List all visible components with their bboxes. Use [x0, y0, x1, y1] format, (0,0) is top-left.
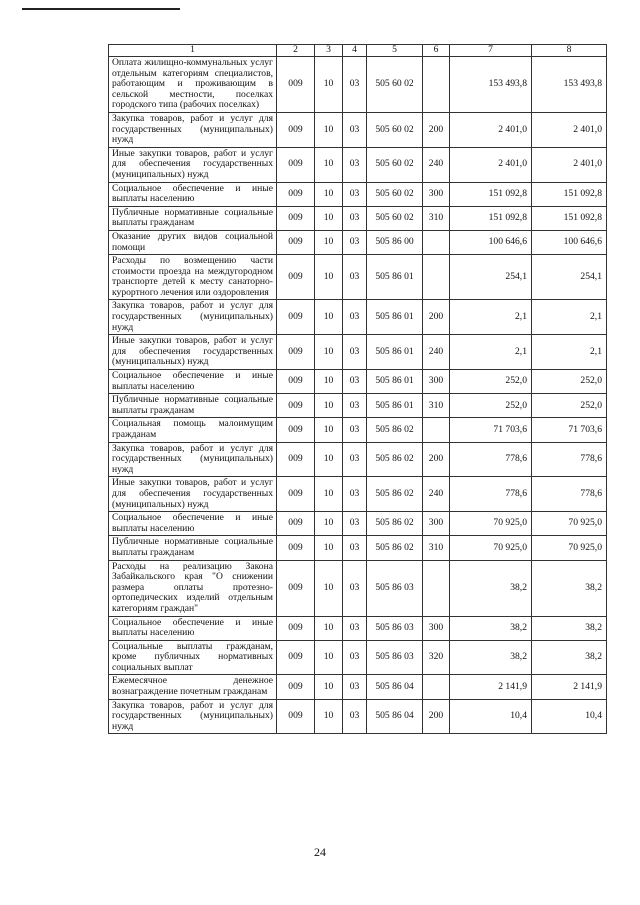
cell-amount-col8: 10,4 — [532, 699, 607, 734]
cell-description: Социальное обеспечение и иные выплаты населению — [109, 616, 277, 640]
cell-amount-col7: 153 493,8 — [450, 57, 532, 113]
cell-admin-code: 009 — [277, 230, 315, 254]
cell-section: 10 — [315, 57, 343, 113]
cell-description: Социальные выплаты гражданам, кроме публичных нормативных социальных выплат — [109, 640, 277, 675]
cell-expense-type: 200 — [423, 699, 450, 734]
cell-description: Расходы по возмещению части стоимости проезда на междугородном транспорте детей к месту санаторно-курортного лечения или оздоровления — [109, 255, 277, 300]
cell-admin-code: 009 — [277, 300, 315, 335]
cell-target-article: 505 86 03 — [367, 640, 423, 675]
cell-amount-col8: 2 141,9 — [532, 675, 607, 699]
table-row — [109, 112, 607, 147]
cell-target-article: 505 86 02 — [367, 536, 423, 560]
cell-target-article: 505 60 02 — [367, 182, 423, 206]
cell-section: 10 — [315, 536, 343, 560]
cell-description: Публичные нормативные социальные выплаты гражданам — [109, 536, 277, 560]
cell-expense-type — [423, 560, 450, 616]
cell-amount-col8: 2 401,0 — [532, 147, 607, 182]
cell-description: Иные закупки товаров, работ и услуг для обеспечения государственных (муниципальных) нужд — [109, 477, 277, 512]
cell-section: 10 — [315, 477, 343, 512]
cell-section: 10 — [315, 640, 343, 675]
cell-amount-col8: 70 925,0 — [532, 512, 607, 536]
header-cell: 7 — [450, 45, 532, 57]
cell-admin-code: 009 — [277, 370, 315, 394]
cell-section: 10 — [315, 206, 343, 230]
table-row — [109, 477, 607, 512]
cell-target-article: 505 86 01 — [367, 255, 423, 300]
cell-section: 10 — [315, 442, 343, 477]
cell-target-article: 505 60 02 — [367, 206, 423, 230]
cell-amount-col8: 38,2 — [532, 560, 607, 616]
cell-admin-code: 009 — [277, 477, 315, 512]
cell-admin-code: 009 — [277, 616, 315, 640]
cell-amount-col7: 38,2 — [450, 560, 532, 616]
cell-section: 10 — [315, 255, 343, 300]
table-row — [109, 147, 607, 182]
cell-section: 10 — [315, 560, 343, 616]
cell-target-article: 505 86 02 — [367, 418, 423, 442]
cell-amount-col8: 38,2 — [532, 616, 607, 640]
header-cell: 3 — [315, 45, 343, 57]
cell-description: Публичные нормативные социальные выплаты гражданам — [109, 394, 277, 418]
cell-subsection: 03 — [343, 182, 367, 206]
cell-expense-type: 300 — [423, 182, 450, 206]
cell-subsection: 03 — [343, 206, 367, 230]
cell-expense-type — [423, 675, 450, 699]
cell-subsection: 03 — [343, 300, 367, 335]
cell-expense-type: 310 — [423, 536, 450, 560]
cell-amount-col8: 38,2 — [532, 640, 607, 675]
cell-amount-col8: 254,1 — [532, 255, 607, 300]
cell-target-article: 505 86 01 — [367, 300, 423, 335]
cell-admin-code: 009 — [277, 675, 315, 699]
cell-amount-col7: 2,1 — [450, 300, 532, 335]
cell-expense-type: 310 — [423, 206, 450, 230]
cell-target-article: 505 86 04 — [367, 675, 423, 699]
cell-expense-type — [423, 57, 450, 113]
cell-amount-col7: 2 141,9 — [450, 675, 532, 699]
header-cell: 8 — [532, 45, 607, 57]
header-row — [109, 45, 607, 57]
cell-amount-col7: 2 401,0 — [450, 112, 532, 147]
cell-amount-col8: 2,1 — [532, 335, 607, 370]
table-row — [109, 560, 607, 616]
cell-expense-type: 200 — [423, 112, 450, 147]
cell-section: 10 — [315, 394, 343, 418]
cell-expense-type: 300 — [423, 616, 450, 640]
table-row — [109, 230, 607, 254]
cell-subsection: 03 — [343, 536, 367, 560]
cell-admin-code: 009 — [277, 442, 315, 477]
cell-section: 10 — [315, 418, 343, 442]
cell-target-article: 505 86 03 — [367, 616, 423, 640]
cell-amount-col7: 70 925,0 — [450, 536, 532, 560]
cell-amount-col8: 2 401,0 — [532, 112, 607, 147]
cell-description: Закупка товаров, работ и услуг для государственных (муниципальных) нужд — [109, 112, 277, 147]
cell-admin-code: 009 — [277, 418, 315, 442]
cell-description: Закупка товаров, работ и услуг для государственных (муниципальных) нужд — [109, 699, 277, 734]
cell-target-article: 505 86 01 — [367, 370, 423, 394]
cell-amount-col7: 151 092,8 — [450, 206, 532, 230]
cell-expense-type: 200 — [423, 300, 450, 335]
cell-expense-type — [423, 255, 450, 300]
cell-amount-col8: 252,0 — [532, 370, 607, 394]
cell-subsection: 03 — [343, 442, 367, 477]
cell-admin-code: 009 — [277, 182, 315, 206]
cell-amount-col7: 151 092,8 — [450, 182, 532, 206]
cell-subsection: 03 — [343, 255, 367, 300]
cell-expense-type: 300 — [423, 370, 450, 394]
cell-subsection: 03 — [343, 418, 367, 442]
cell-target-article: 505 86 00 — [367, 230, 423, 254]
cell-target-article: 505 60 02 — [367, 147, 423, 182]
table-row — [109, 699, 607, 734]
cell-description: Социальная помощь малоимущим гражданам — [109, 418, 277, 442]
cell-description: Оказание других видов социальной помощи — [109, 230, 277, 254]
cell-target-article: 505 60 02 — [367, 112, 423, 147]
cell-amount-col7: 10,4 — [450, 699, 532, 734]
cell-description: Закупка товаров, работ и услуг для государственных (муниципальных) нужд — [109, 300, 277, 335]
top-rule — [22, 8, 180, 10]
cell-subsection: 03 — [343, 57, 367, 113]
cell-amount-col7: 100 646,6 — [450, 230, 532, 254]
cell-expense-type: 240 — [423, 477, 450, 512]
cell-description: Социальное обеспечение и иные выплаты населению — [109, 512, 277, 536]
cell-amount-col8: 151 092,8 — [532, 182, 607, 206]
table-row — [109, 675, 607, 699]
cell-amount-col7: 38,2 — [450, 616, 532, 640]
table-row — [109, 394, 607, 418]
cell-admin-code: 009 — [277, 57, 315, 113]
table-row — [109, 206, 607, 230]
cell-amount-col8: 2,1 — [532, 300, 607, 335]
cell-subsection: 03 — [343, 699, 367, 734]
page-number: 24 — [314, 845, 326, 859]
cell-section: 10 — [315, 512, 343, 536]
cell-section: 10 — [315, 675, 343, 699]
cell-subsection: 03 — [343, 616, 367, 640]
cell-description: Публичные нормативные социальные выплаты гражданам — [109, 206, 277, 230]
cell-section: 10 — [315, 370, 343, 394]
cell-target-article: 505 86 04 — [367, 699, 423, 734]
cell-subsection: 03 — [343, 112, 367, 147]
cell-amount-col8: 252,0 — [532, 394, 607, 418]
cell-amount-col8: 70 925,0 — [532, 536, 607, 560]
cell-amount-col7: 254,1 — [450, 255, 532, 300]
table-row — [109, 418, 607, 442]
cell-amount-col7: 2 401,0 — [450, 147, 532, 182]
header-cell: 5 — [367, 45, 423, 57]
cell-admin-code: 009 — [277, 147, 315, 182]
cell-description: Иные закупки товаров, работ и услуг для обеспечения государственных (муниципальных) нужд — [109, 335, 277, 370]
cell-amount-col7: 71 703,6 — [450, 418, 532, 442]
cell-amount-col8: 100 646,6 — [532, 230, 607, 254]
cell-subsection: 03 — [343, 147, 367, 182]
table-row — [109, 370, 607, 394]
cell-admin-code: 009 — [277, 536, 315, 560]
cell-admin-code: 009 — [277, 699, 315, 734]
cell-amount-col7: 38,2 — [450, 640, 532, 675]
cell-section: 10 — [315, 699, 343, 734]
cell-subsection: 03 — [343, 230, 367, 254]
cell-expense-type: 200 — [423, 442, 450, 477]
cell-description: Закупка товаров, работ и услуг для государственных (муниципальных) нужд — [109, 442, 277, 477]
cell-admin-code: 009 — [277, 512, 315, 536]
cell-amount-col8: 778,6 — [532, 442, 607, 477]
header-cell: 2 — [277, 45, 315, 57]
cell-subsection: 03 — [343, 512, 367, 536]
cell-subsection: 03 — [343, 560, 367, 616]
table-row — [109, 255, 607, 300]
cell-section: 10 — [315, 112, 343, 147]
cell-subsection: 03 — [343, 640, 367, 675]
cell-amount-col8: 778,6 — [532, 477, 607, 512]
cell-target-article: 505 86 03 — [367, 560, 423, 616]
table-row — [109, 512, 607, 536]
cell-description: Социальное обеспечение и иные выплаты населению — [109, 182, 277, 206]
cell-expense-type: 240 — [423, 147, 450, 182]
cell-admin-code: 009 — [277, 255, 315, 300]
cell-description: Ежемесячное денежное вознаграждение почетным гражданам — [109, 675, 277, 699]
cell-expense-type: 300 — [423, 512, 450, 536]
cell-target-article: 505 86 02 — [367, 477, 423, 512]
cell-subsection: 03 — [343, 335, 367, 370]
cell-amount-col7: 2,1 — [450, 335, 532, 370]
cell-admin-code: 009 — [277, 560, 315, 616]
cell-admin-code: 009 — [277, 335, 315, 370]
cell-expense-type — [423, 418, 450, 442]
cell-subsection: 03 — [343, 370, 367, 394]
header-cell: 1 — [109, 45, 277, 57]
cell-expense-type — [423, 230, 450, 254]
cell-target-article: 505 86 01 — [367, 394, 423, 418]
cell-expense-type: 320 — [423, 640, 450, 675]
cell-subsection: 03 — [343, 477, 367, 512]
table-row — [109, 300, 607, 335]
cell-target-article: 505 60 02 — [367, 57, 423, 113]
table-row — [109, 616, 607, 640]
table-row — [109, 182, 607, 206]
cell-admin-code: 009 — [277, 206, 315, 230]
cell-admin-code: 009 — [277, 394, 315, 418]
table-row — [109, 536, 607, 560]
header-cell: 4 — [343, 45, 367, 57]
cell-amount-col7: 778,6 — [450, 477, 532, 512]
cell-section: 10 — [315, 300, 343, 335]
cell-section: 10 — [315, 616, 343, 640]
cell-amount-col8: 71 703,6 — [532, 418, 607, 442]
cell-subsection: 03 — [343, 394, 367, 418]
cell-section: 10 — [315, 182, 343, 206]
cell-amount-col7: 70 925,0 — [450, 512, 532, 536]
cell-admin-code: 009 — [277, 640, 315, 675]
cell-amount-col8: 151 092,8 — [532, 206, 607, 230]
budget-table — [108, 44, 607, 734]
header-cell: 6 — [423, 45, 450, 57]
cell-expense-type: 240 — [423, 335, 450, 370]
cell-subsection: 03 — [343, 675, 367, 699]
cell-description: Оплата жилищно-коммунальных услуг отдельным категориям специалистов, работающим и проживающим в сельской местности, поселках городского типа (рабочих поселках) — [109, 57, 277, 113]
table-row — [109, 57, 607, 113]
cell-section: 10 — [315, 335, 343, 370]
cell-description: Иные закупки товаров, работ и услуг для обеспечения государственных (муниципальных) нужд — [109, 147, 277, 182]
cell-amount-col8: 153 493,8 — [532, 57, 607, 113]
cell-expense-type: 310 — [423, 394, 450, 418]
cell-target-article: 505 86 02 — [367, 512, 423, 536]
table-row — [109, 442, 607, 477]
cell-admin-code: 009 — [277, 112, 315, 147]
table-body — [109, 45, 607, 734]
cell-section: 10 — [315, 147, 343, 182]
cell-target-article: 505 86 02 — [367, 442, 423, 477]
table-row — [109, 335, 607, 370]
cell-description: Социальное обеспечение и иные выплаты населению — [109, 370, 277, 394]
cell-section: 10 — [315, 230, 343, 254]
cell-amount-col7: 778,6 — [450, 442, 532, 477]
cell-amount-col7: 252,0 — [450, 394, 532, 418]
table-row — [109, 640, 607, 675]
cell-amount-col7: 252,0 — [450, 370, 532, 394]
cell-description: Расходы на реализацию Закона Забайкальского края "О снижении размера оплаты протезно-ортопедических изделий отдельным категориям граждан" — [109, 560, 277, 616]
cell-target-article: 505 86 01 — [367, 335, 423, 370]
